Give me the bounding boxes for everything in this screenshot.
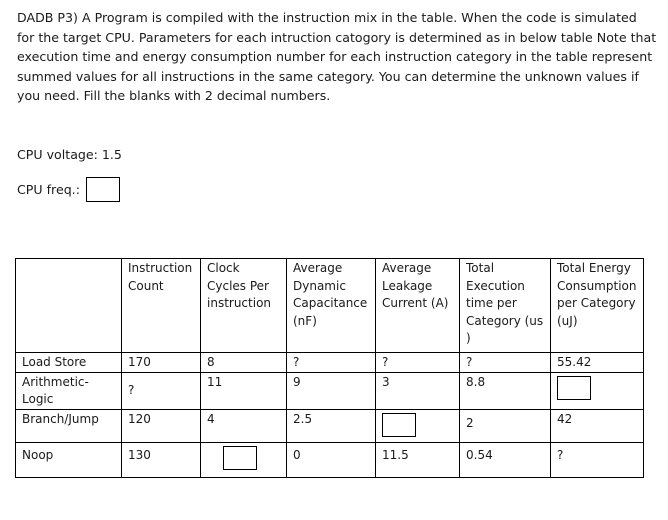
leakage-cell: ? xyxy=(376,353,460,373)
capacitance-cell: ? xyxy=(287,353,376,373)
leakage-blank[interactable] xyxy=(382,413,416,437)
count-value: ? xyxy=(128,382,135,397)
header-execution-time: Total Execution time per Category (us ) xyxy=(460,259,551,353)
energy-blank[interactable] xyxy=(557,376,591,400)
table-row xyxy=(16,409,644,443)
capacitance-cell: 9 xyxy=(287,372,376,409)
count-cell: 130 xyxy=(122,443,201,478)
count-cell: 120 xyxy=(122,409,201,443)
header-leakage-current: Average Leakage Current (A) xyxy=(376,259,460,353)
table-row xyxy=(16,353,644,373)
cpi-cell xyxy=(201,443,287,478)
category-cell: Load Store xyxy=(16,353,122,373)
cpu-voltage-label: CPU voltage: 1.5 xyxy=(17,147,122,162)
category-cell: Branch/Jump xyxy=(16,409,122,443)
leakage-cell: 3 xyxy=(376,372,460,409)
exec-time-cell xyxy=(460,409,551,443)
capacitance-cell: 2.5 xyxy=(287,409,376,443)
energy-cell: 42 xyxy=(551,409,644,443)
cpu-freq-blank[interactable] xyxy=(86,177,120,202)
cpi-cell: 8 xyxy=(201,353,287,373)
table-row xyxy=(16,372,644,409)
table-row xyxy=(16,443,644,478)
cpu-freq-row xyxy=(17,177,120,202)
table-header-row xyxy=(16,259,644,353)
energy-cell xyxy=(551,372,644,409)
category-cell: Noop xyxy=(16,443,122,478)
capacitance-cell: 0 xyxy=(287,443,376,478)
category-cell: Arithmetic-Logic xyxy=(16,372,122,409)
cpi-blank[interactable] xyxy=(223,446,257,470)
instruction-mix-table xyxy=(15,258,644,478)
header-energy: Total Energy Consumption per Category (uJ) xyxy=(551,259,644,353)
cpi-cell: 11 xyxy=(201,372,287,409)
cpu-freq-label: CPU freq.: xyxy=(17,182,80,197)
header-instruction-count: Instruction Count xyxy=(122,259,201,353)
header-clock-cycles: Clock Cycles Per instruction xyxy=(201,259,287,353)
exec-time-cell: 0.54 xyxy=(460,443,551,478)
problem-statement: DADB P3) A Program is compiled with the instruction mix in the table. When the code is simulated for the target CPU. Parameters for each intruction catogory is determined as in below table Note that execution time and energy consumption number for each instruction category in the table represent summed values for all instructions in the same category. You can determine the unknown values if you need. Fill the blanks with 2 decimal numbers. xyxy=(17,10,657,104)
exec-time-value: 2 xyxy=(466,415,474,430)
exec-time-cell: 8.8 xyxy=(460,372,551,409)
exec-time-cell: ? xyxy=(460,353,551,373)
count-cell: 170 xyxy=(122,353,201,373)
leakage-cell xyxy=(376,409,460,443)
header-dynamic-capacitance: Average Dynamic Capacitance (nF) xyxy=(287,259,376,353)
cpi-cell: 4 xyxy=(201,409,287,443)
energy-cell: ? xyxy=(551,443,644,478)
header-empty xyxy=(16,259,122,353)
leakage-cell: 11.5 xyxy=(376,443,460,478)
count-cell xyxy=(122,372,201,409)
energy-cell: 55.42 xyxy=(551,353,644,373)
